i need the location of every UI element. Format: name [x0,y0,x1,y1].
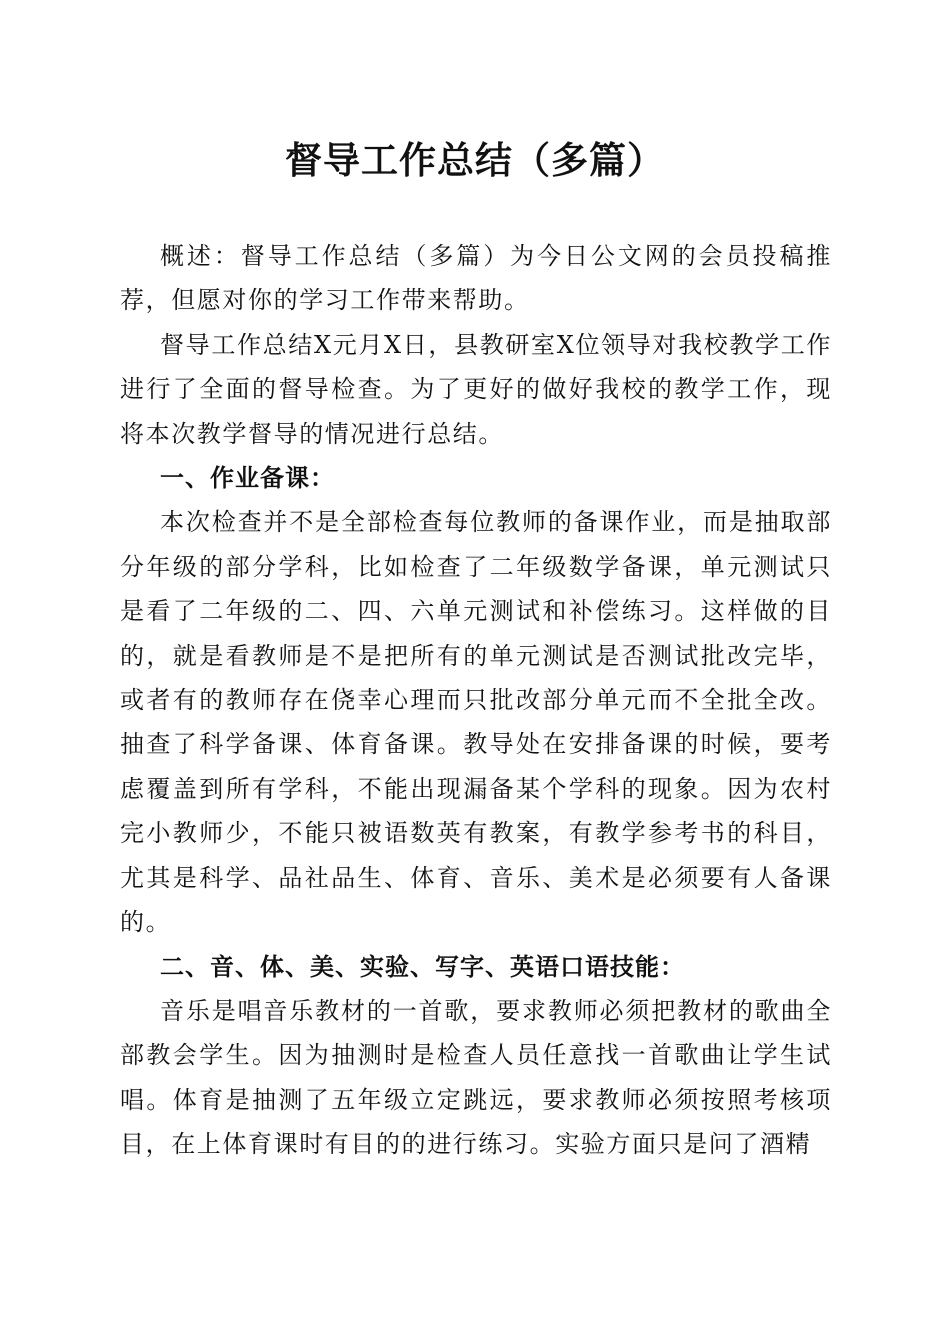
paragraph-overview: 概述：督导工作总结（多篇）为今日公文网的会员投稿推荐，但愿对你的学习工作带来帮助。 [120,242,832,315]
paragraph-homework-lesson-prep: 本次检查并不是全部检查每位教师的备课作业，而是抽取部分年级的部分学科，比如检查了二年级数学备课，单元测试只是看了二年级的二、四、六单元测试和补偿练习。这样做的目的，就是看教师是不是把所有的单元测试是否测试批改完毕，或者有的教师存在侥幸心理而只批改部分单元而不全批全改。抽查了科学备课、体育备课。教导处在安排备课的时候，要考虑覆盖到所有学科，不能出现漏备某个学科的现象。因为农村完小教师少，不能只被语数英有教案，有教学参考书的科目，尤其是科学、品社品生、体育、音乐、美术是必须要有人备课的。 [120,508,832,937]
section-heading-skills: 二、音、体、美、实验、写字、英语口语技能： [160,952,685,981]
document-title: 督导工作总结（多篇） [285,138,665,182]
paragraph-intro: 督导工作总结X元月X日，县教研室X位领导对我校教学工作进行了全面的督导检查。为了更好的做好我校的教学工作，现将本次教学督导的情况进行总结。 [120,330,832,448]
paragraph-skills: 音乐是唱音乐教材的一首歌，要求教师必须把教材的歌曲全部教会学生。因为抽测时是检查人员任意找一首歌曲让学生试唱。体育是抽测了五年级立定跳远，要求教师必须按照考核项目，在上体育课时有目的的进行练习。实验方面只是问了酒精 [120,996,832,1159]
document-body [120,234,832,1167]
section-heading-homework-lesson-prep: 一、作业备课： [160,464,335,493]
